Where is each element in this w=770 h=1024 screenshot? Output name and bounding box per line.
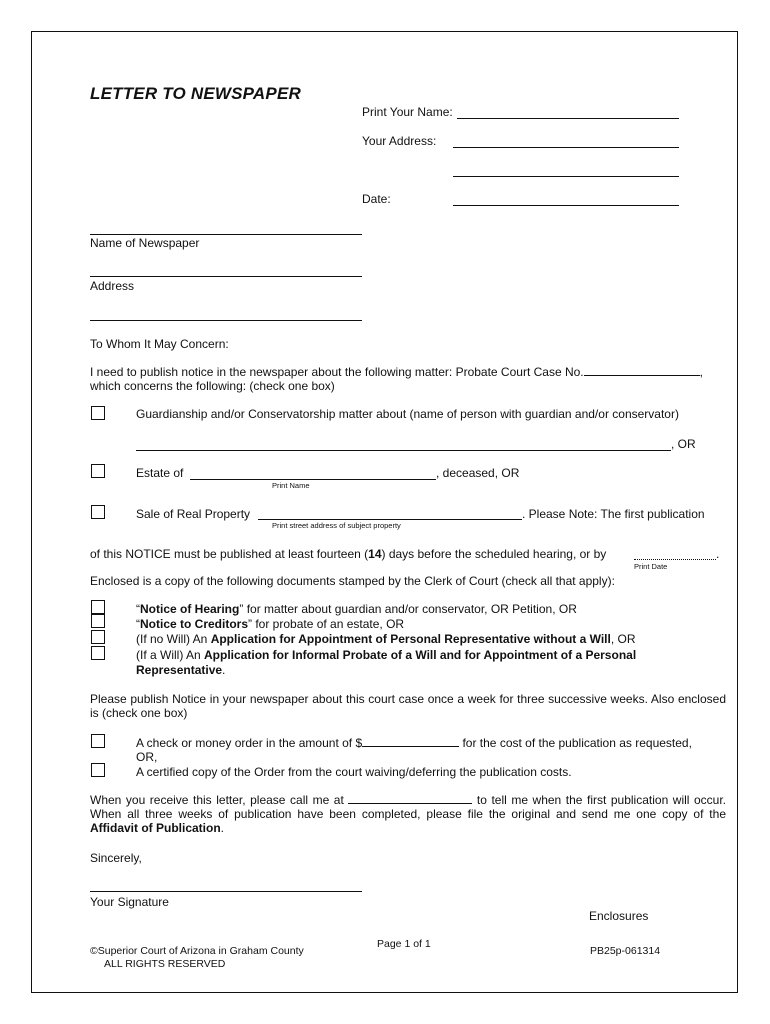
- your-address-label: Your Address:: [362, 134, 437, 148]
- address-field-1[interactable]: [453, 147, 679, 148]
- print-name-label: Print Your Name:: [362, 105, 453, 119]
- intro-line-1: [90, 365, 703, 379]
- doc-no-will-bold: Application for Appointment of Personal Representative without a Will: [210, 632, 611, 646]
- closing-suffix: to tell me when the first publication will occur. When all three weeks of publication have been completed, please file the original and send me one copy of the: [90, 793, 727, 821]
- doc-will-bold: Application for Informal Probate of a Will and for Appointment of a Personal: [204, 648, 637, 662]
- date-field[interactable]: [453, 205, 679, 206]
- footer-rights: ALL RIGHTS RESERVED: [104, 958, 226, 970]
- payment-amount-field[interactable]: [362, 746, 459, 747]
- phone-number-field[interactable]: [348, 793, 472, 804]
- doc-will-line-2: [136, 663, 225, 677]
- doc-no-will-pre: (If no Will) An: [136, 632, 211, 646]
- signature-field[interactable]: [90, 891, 362, 892]
- doc-will-rest: .: [222, 663, 226, 677]
- estate-prefix: Estate of: [136, 466, 184, 480]
- doc-notice-creditors: “Notice to Creditors” for probate of an estate, OR: [136, 617, 405, 631]
- doc-notice-hearing-bold: Notice of Hearing: [140, 602, 240, 616]
- footer-page-number: Page 1 of 1: [377, 938, 431, 950]
- will-application-checkbox[interactable]: [91, 646, 105, 660]
- notice-suffix: ) days before the scheduled hearing, or by: [381, 547, 607, 561]
- publish-paragraph: Please publish Notice in your newspaper about this court case once a week for three successive weeks. Also enclosed is (check one box): [90, 692, 726, 720]
- check-payment-suffix: for the cost of the publication as requested,: [459, 736, 692, 750]
- doc-notice-hearing-rest: ” for matter about guardian and/or conservator, OR Petition, OR: [239, 602, 577, 616]
- notice-days: 14: [368, 547, 382, 561]
- check-payment-or: OR,: [136, 750, 158, 764]
- sale-property-suffix: . Please Note: The first publication: [522, 507, 705, 521]
- check-payment-line: [136, 736, 692, 750]
- salutation: To Whom It May Concern:: [90, 337, 229, 351]
- notice-prefix: of this NOTICE must be published at least fourteen (: [90, 547, 369, 561]
- notice-line: [90, 547, 606, 561]
- newspaper-address-field-2[interactable]: [90, 320, 362, 321]
- doc-notice-creditors-rest: ” for probate of an estate, OR: [248, 617, 405, 631]
- date-label: Date:: [362, 192, 391, 206]
- closing-end: .: [220, 821, 225, 835]
- address-field-2[interactable]: [453, 176, 679, 177]
- newspaper-name-label: Name of Newspaper: [90, 236, 200, 250]
- sincerely: Sincerely,: [90, 851, 142, 865]
- check-payment-checkbox[interactable]: [91, 734, 105, 748]
- doc-will-pre: (If a Will) An: [136, 648, 205, 662]
- estate-print-name-caption: Print Name: [272, 481, 310, 490]
- closing-prefix: When you receive this letter, please call me at: [90, 793, 349, 807]
- intro-prefix: I need to publish notice in the newspaper about the following matter: Probate Court Case No.: [90, 365, 584, 379]
- guardianship-label: Guardianship and/or Conservatorship matter about (name of person with guardian and/or conservator): [136, 407, 679, 421]
- sale-property-checkbox[interactable]: [91, 505, 105, 519]
- doc-will: [136, 648, 636, 662]
- check-payment-prefix: A check or money order in the amount of $: [136, 736, 363, 750]
- footer-copyright: ©Superior Court of Arizona in Graham County: [90, 945, 304, 957]
- no-will-application-checkbox[interactable]: [91, 630, 105, 644]
- doc-notice-creditors-bold: Notice to Creditors: [140, 617, 249, 631]
- estate-name-field[interactable]: [190, 479, 436, 480]
- guardianship-or: , OR: [671, 437, 696, 451]
- waiver-checkbox[interactable]: [91, 763, 105, 777]
- doc-no-will: [136, 632, 636, 646]
- notice-creditors-checkbox[interactable]: [91, 614, 105, 628]
- case-number-field[interactable]: [584, 375, 700, 376]
- sale-property-prefix: Sale of Real Property: [136, 507, 251, 521]
- print-date-caption: Print Date: [634, 562, 668, 571]
- newspaper-address-label: Address: [90, 279, 135, 293]
- property-address-field[interactable]: [258, 519, 522, 520]
- newspaper-name-field[interactable]: [90, 234, 362, 235]
- guardianship-name-field[interactable]: [136, 450, 671, 451]
- doc-will-bold-2: Representative: [136, 663, 223, 677]
- doc-no-will-rest: , OR: [610, 632, 636, 646]
- footer-form-id: PB25p-061314: [590, 945, 661, 957]
- notice-end: .: [716, 547, 720, 561]
- notice-hearing-checkbox[interactable]: [91, 600, 105, 614]
- newspaper-address-field-1[interactable]: [90, 276, 362, 277]
- enclosed-intro: Enclosed is a copy of the following documents stamped by the Clerk of Court (check all that apply):: [90, 574, 615, 588]
- closing-paragraph: [90, 793, 726, 835]
- signature-label: Your Signature: [90, 895, 169, 909]
- estate-checkbox[interactable]: [91, 464, 105, 478]
- hearing-date-field[interactable]: [634, 559, 716, 560]
- enclosures-label: Enclosures: [589, 909, 649, 923]
- page-title: LETTER TO NEWSPAPER: [90, 84, 301, 103]
- affidavit-bold: Affidavit of Publication: [90, 821, 221, 835]
- waiver-label: A certified copy of the Order from the court waiving/deferring the publication costs.: [136, 765, 572, 779]
- print-name-field[interactable]: [457, 118, 679, 119]
- intro-suffix: ,: [699, 365, 703, 379]
- estate-suffix: , deceased, OR: [436, 466, 520, 480]
- doc-notice-hearing: “Notice of Hearing” for matter about guardian and/or conservator, OR Petition, OR: [136, 602, 577, 616]
- guardianship-checkbox[interactable]: [91, 406, 105, 420]
- property-address-caption: Print street address of subject property: [272, 521, 401, 530]
- intro-line-2: which concerns the following: (check one box): [90, 379, 335, 393]
